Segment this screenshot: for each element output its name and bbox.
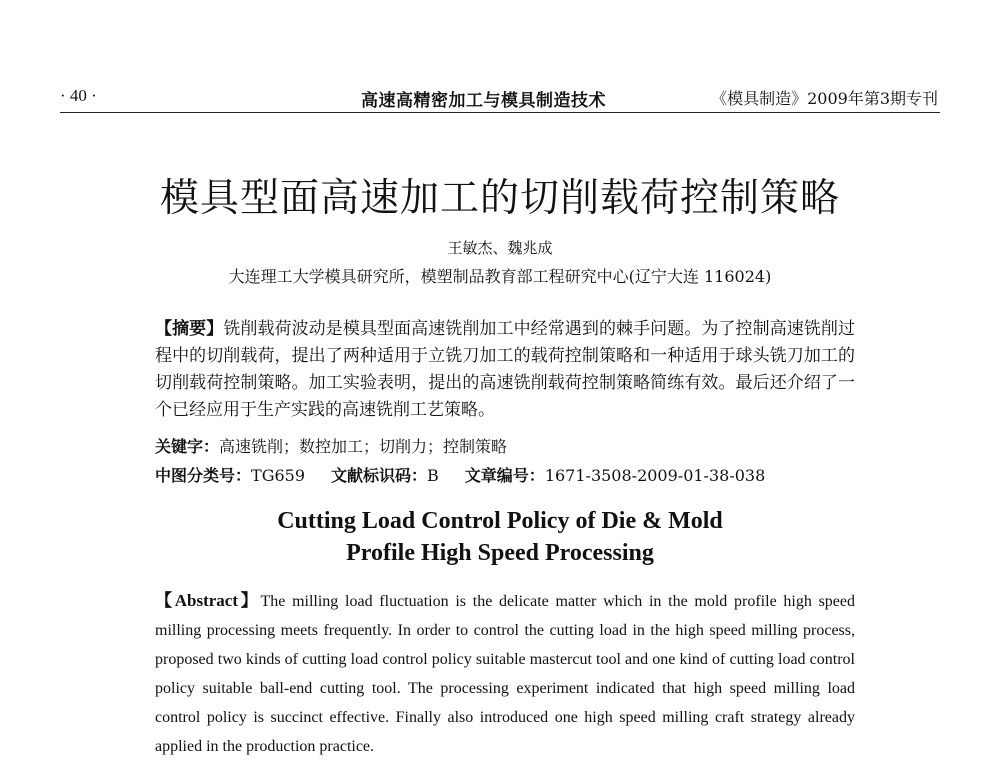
classification-line [155,463,765,486]
title-en-line-1: Cutting Load Control Policy of Die & Mold [277,508,723,534]
journal-issue: 《模具制造》2009年第3期专刊 [711,89,938,108]
authors: 王敏杰、魏兆成 [447,239,553,257]
abstract-en [155,586,855,761]
abstract-en-label: 【Abstract】 [155,591,261,610]
doc-code-value: B [427,466,439,485]
keywords: 高速铣削；数控加工；切削力；控制策略 [219,437,508,456]
journal-section-title: 高速高精密加工与模具制造技术 [361,91,606,111]
title-en-line-2: Profile High Speed Processing [346,540,654,566]
abstract-cn [155,316,855,424]
article-no-value: 1671-3508-2009-01-38-038 [544,466,766,485]
page-number: · 40 · [60,86,97,105]
paper-title-cn: 模具型面高速加工的切削载荷控制策略 [159,176,840,221]
article-no-label: 文章编号： [464,466,545,485]
affiliation: 大连理工大学模具研究所，模塑制品教育部工程研究中心(辽宁大连 116024) [228,267,772,286]
keywords-label: 关键字： [155,437,220,456]
running-header [60,84,940,113]
clc-value: TG659 [251,466,306,485]
keywords-line [155,434,507,457]
doc-code-label: 文献标识码： [331,466,428,485]
abstract-en-text: The milling load fluctuation is the delicate matter which in the mold profile high speed milling processing meets frequently. In order to control the cutting load in the high speed milling process, proposed two kinds of cutting load control policy suitable mastercut tool and one kind of cutting load control policy suitable ball-end cutting tool. The processing experiment indicated that high speed milling load control policy is succinct effective. Finally also introduced one high speed milling craft strategy already applied in the production practice. [155,593,856,755]
abstract-cn-label: 【摘要】 [155,319,224,339]
paper-title-en [0,505,1000,569]
abstract-cn-text: 铣削载荷波动是模具型面高速铣削加工中经常遇到的棘手问题。为了控制高速铣削过程中的切削载荷，提出了两种适用于立铣刀加工的载荷控制策略和一种适用于球头铣刀加工的切削载荷控制策略。加工实验表明，提出的高速铣削载荷控制策略简练有效。最后还介绍了一个已经应用于生产实践的高速铣削工艺策略。 [155,319,856,420]
clc-label: 中图分类号： [155,466,252,485]
